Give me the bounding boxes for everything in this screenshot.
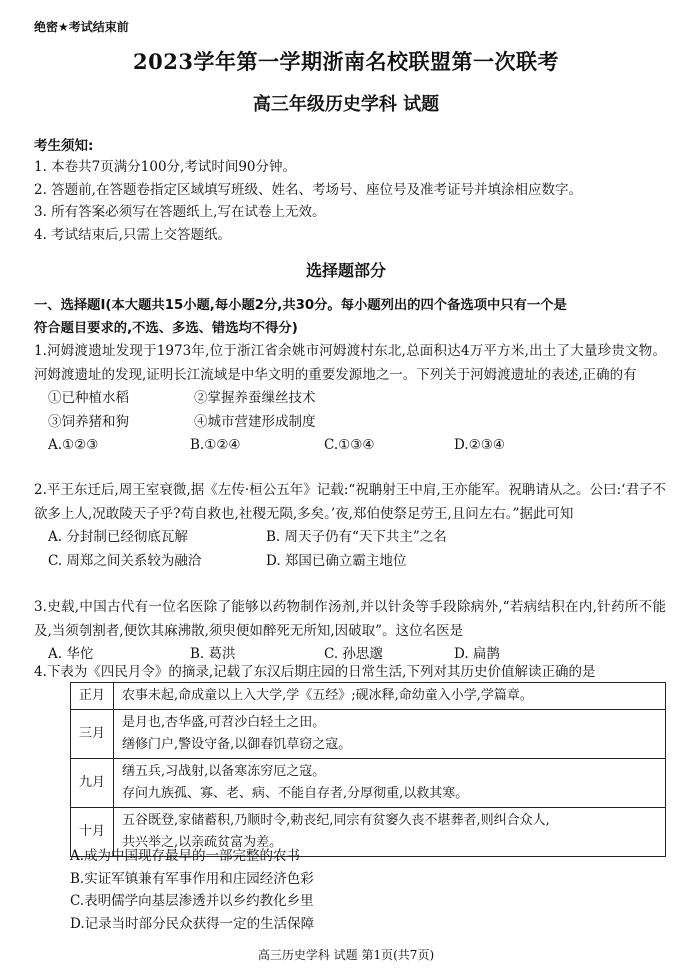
question-stem: 3.史载,中国古代有一位名医除了能够以药物制作汤剂,并以针灸等手段除病外,“若病结积在内,针药所不能及,当须刳割者,便饮其麻沸散,须臾便如醉死无所知,因破取”。这位名医是 xyxy=(34,599,666,639)
option-c: C. 周郑之间关系较为融洽 xyxy=(48,552,202,569)
option-c: C. 孙思邈 xyxy=(324,646,383,662)
month-cell: 正月 xyxy=(71,683,114,710)
month-cell: 九月 xyxy=(71,759,114,808)
notice-item: 4. 考试结束后,只需上交答题纸。 xyxy=(34,226,231,243)
notice-item: 1. 本卷共7页满分100分,考试时间90分钟。 xyxy=(34,159,296,175)
option-d: D.②③④ xyxy=(454,437,505,453)
option-b: B. 周天子仍有“天下共主”之名 xyxy=(266,529,447,545)
content-line: 是月也,杏华盛,可苕沙白轻土之田。 xyxy=(122,715,326,730)
option-c: C.①③④ xyxy=(324,437,375,453)
statement-item: ①已种植水稻 xyxy=(48,390,129,406)
notice-heading: 考生须知: xyxy=(34,138,94,154)
confidential-label: 绝密★考试结束前 xyxy=(34,20,129,34)
option-b: B. 葛洪 xyxy=(190,646,236,662)
part-line-1: 一、选择题Ⅰ(本大题共15小题,每小题2分,共30分。每小题列出的四个备选项中只有一个是 xyxy=(34,298,567,313)
option-a: A.①②③ xyxy=(48,437,99,453)
option-a: A. 华佗 xyxy=(48,646,94,662)
content-line: 农事未起,命成童以上入大学,学《五经》;砚冰释,命幼童入小学,学篇章。 xyxy=(122,688,533,703)
question-4-options xyxy=(70,845,314,935)
table-row xyxy=(71,710,666,759)
statement-list xyxy=(48,387,666,434)
question-stem: 4.下表为《四民月令》的摘录,记载了东汉后期庄园的日常生活,下列对其历史价值解读正确的是 xyxy=(34,664,596,680)
option-b: B.①②④ xyxy=(190,437,241,453)
content-line: 缮修门户,警设守备,以御春饥草窃之寇。 xyxy=(122,737,352,752)
question-2 xyxy=(34,479,666,573)
content-line: 缮五兵,习战射,以备寒冻穷厄之寇。 xyxy=(122,764,326,779)
option-b: B.实证军镇兼有军事作用和庄园经济色彩 xyxy=(70,870,314,887)
option-d: D. 郑国已确立霸主地位 xyxy=(266,552,407,569)
statement-item: ④城市营建形成制度 xyxy=(194,413,316,430)
content-cell xyxy=(114,683,666,710)
question-4 xyxy=(34,661,666,685)
statement-item: ③饲养猪和狗 xyxy=(48,413,129,430)
notice-list xyxy=(34,156,664,246)
question-3 xyxy=(34,596,666,667)
option-d: D. 扁鹊 xyxy=(454,646,500,662)
option-a: A. 分封制已经彻底瓦解 xyxy=(48,529,188,545)
options-block xyxy=(48,526,666,573)
monthly-order-table xyxy=(70,682,666,857)
table-row xyxy=(71,759,666,808)
month-cell: 三月 xyxy=(71,710,114,759)
content-line: 五谷既登,家储蓄积,乃顺时令,勅丧纪,同宗有贫窭久丧不堪葬者,则纠合众人, xyxy=(122,813,550,828)
section-title: 选择题部分 xyxy=(305,261,386,280)
content-line: 存问九族孤、寡、老、病、不能自存者,分厚彻重,以救其寒。 xyxy=(122,786,469,801)
option-a: A.成为中国现存最早的一部完整的农书 xyxy=(70,848,301,864)
option-d: D.记录当时部分民众获得一定的生活保障 xyxy=(70,915,315,932)
question-1 xyxy=(34,340,666,458)
month-cell: 十月 xyxy=(71,808,114,857)
statement-item: ②掌握养蚕缫丝技术 xyxy=(194,390,316,406)
options-row xyxy=(48,434,666,458)
exam-subtitle: 高三年级历史学科 试题 xyxy=(252,94,440,115)
notice-item: 3. 所有答案必须写在答题纸上,写在试卷上无效。 xyxy=(34,204,326,220)
content-cell xyxy=(114,710,666,759)
notice-item: 2. 答题前,在答题卷指定区域填写班级、姓名、考场号、座位号及准考证号并填涂相应数字。 xyxy=(34,181,582,198)
part-line-2: 符合题目要求的,不选、多选、错选均不得分) xyxy=(34,321,298,336)
question-stem: 2.平王东迁后,周王室衰微,据《左传·桓公五年》记载:“祝聃射王中肩,王亦能军。祝聃请从之。公曰:‘君子不欲多上人,况敢陵天子乎?苟自救也,社稷无陨,多矣。’夜,郑伯使祭足劳王,且问左右。”据此可知 xyxy=(34,482,666,522)
content-line: 共兴举之,以亲疏贫富为差。 xyxy=(122,835,283,850)
page-footer: 高三历史学科 试题 第1页(共7页) xyxy=(257,948,435,962)
option-c: C.表明儒学向基层渗透并以乡约教化乡里 xyxy=(70,893,314,909)
content-cell xyxy=(114,759,666,808)
part-instructions xyxy=(34,294,664,340)
table-row xyxy=(71,683,666,710)
question-stem: 1.河姆渡遗址发现于1973年,位于浙江省余姚市河姆渡村东北,总面积达4万平方米,出土了大量珍贵文物。河姆渡遗址的发现,证明长江流域是中华文明的重要发源地之一。下列关于河姆渡遗址的表述,正确的有 xyxy=(34,343,666,383)
exam-title: 2023学年第一学期浙南名校联盟第一次联考 xyxy=(133,49,559,74)
